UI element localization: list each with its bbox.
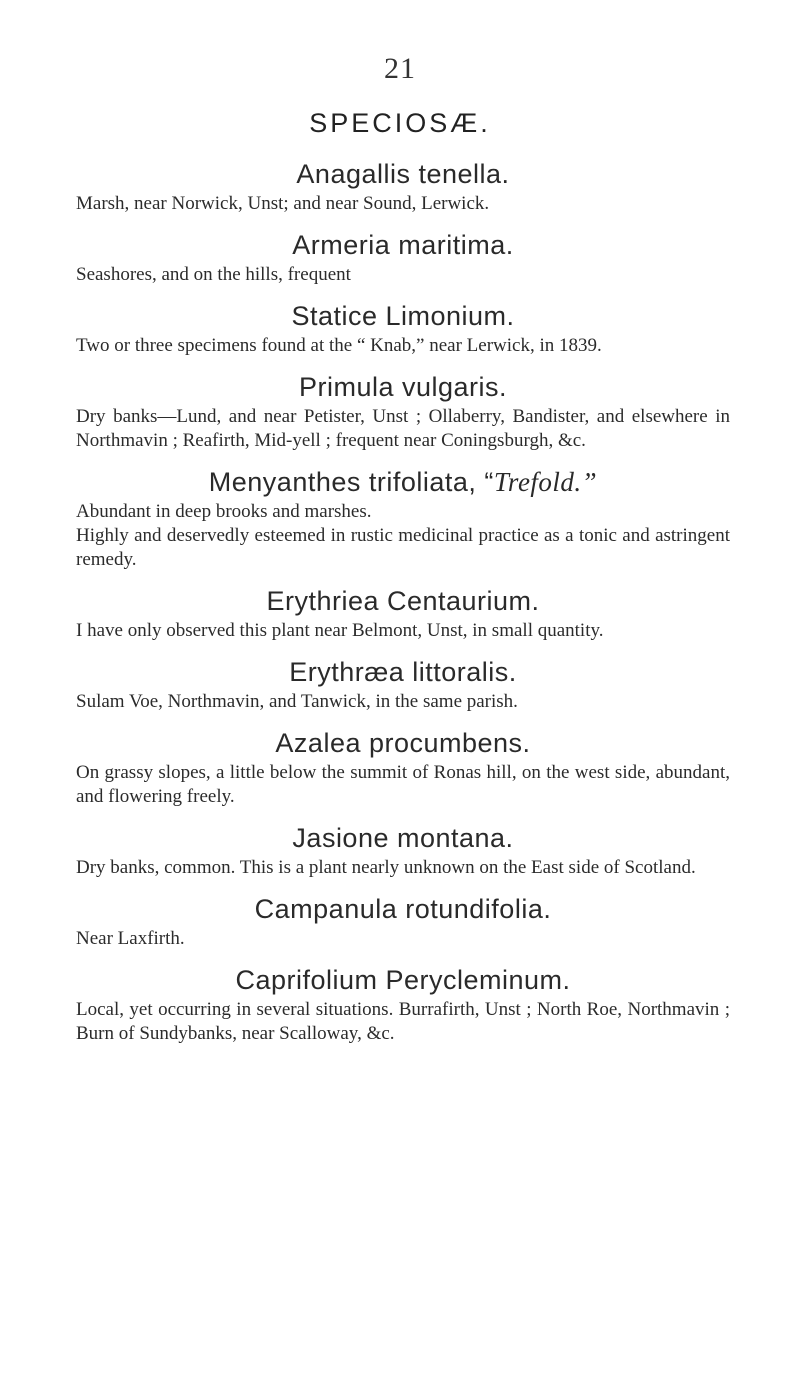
species-name-text: Anagallis tenella. xyxy=(296,159,510,189)
species-name-text: Campanula rotundifolia. xyxy=(254,894,552,924)
species-name xyxy=(76,466,730,498)
species-entry xyxy=(76,727,730,809)
species-name xyxy=(76,229,730,261)
species-description xyxy=(76,927,730,951)
species-description xyxy=(76,761,730,809)
species-entry xyxy=(76,585,730,643)
description-paragraph: Seashores, and on the hills, frequent xyxy=(76,264,351,285)
species-name-text: Primula vulgaris. xyxy=(298,372,508,402)
species-name xyxy=(76,585,730,617)
description-paragraph: Dry banks—Lund, and near Petister, Unst ; Ollaberry, Bandister, and elsewhere in Northmavin ; Reafirth, Mid-yell ; frequent near Coningsburgh, &c. xyxy=(76,406,730,451)
species-name xyxy=(76,300,730,332)
description-paragraph: Sulam Voe, Northmavin, and Tanwick, in the same parish. xyxy=(76,691,518,712)
species-entry xyxy=(76,371,730,453)
species-entry xyxy=(76,466,730,572)
species-description xyxy=(76,619,730,643)
species-description xyxy=(76,405,730,453)
description-paragraph: Dry banks, common. This is a plant nearly unknown on the East side of Scotland. xyxy=(76,857,696,878)
description-paragraph: Abundant in deep brooks and marshes. xyxy=(76,501,372,522)
species-name-text: Erythriea Centaurium. xyxy=(266,586,540,616)
species-name xyxy=(76,727,730,759)
species-common-name: Trefold.” xyxy=(493,467,598,497)
species-name xyxy=(76,893,730,925)
species-entry xyxy=(76,893,730,951)
species-name-text: Statice Limonium. xyxy=(291,301,515,331)
species-description xyxy=(76,998,730,1046)
description-paragraph: Two or three specimens found at the “ Knab,” near Lerwick, in 1839. xyxy=(76,335,602,356)
species-entry xyxy=(76,300,730,358)
species-entry xyxy=(76,158,730,216)
species-name-text: Azalea procumbens. xyxy=(275,728,531,758)
species-name-text: Erythræa littoralis. xyxy=(289,657,517,687)
description-paragraph: Near Laxfirth. xyxy=(76,928,185,949)
description-paragraph: I have only observed this plant near Belmont, Unst, in small quantity. xyxy=(76,620,604,641)
species-name-text: Jasione montana. xyxy=(292,823,514,853)
species-description xyxy=(76,192,730,216)
species-name xyxy=(76,822,730,854)
species-description xyxy=(76,263,730,287)
description-paragraph: On grassy slopes, a little below the summit of Ronas hill, on the west side, abundant, and flowering freely. xyxy=(76,762,730,807)
species-list xyxy=(76,158,730,1059)
page-number: 21 xyxy=(384,52,416,85)
species-description xyxy=(76,690,730,714)
species-entry xyxy=(76,964,730,1046)
species-description xyxy=(76,500,730,572)
species-description xyxy=(76,856,730,880)
description-paragraph: Marsh, near Norwick, Unst; and near Sound, Lerwick. xyxy=(76,193,490,214)
species-description xyxy=(76,334,730,358)
description-paragraph: Local, yet occurring in several situations. Burrafirth, Unst ; North Roe, Northmavin ; Burn of Sundybanks, near Scalloway, &c. xyxy=(76,999,730,1044)
section-title: SPECIOSÆ. xyxy=(309,108,491,138)
species-entry xyxy=(76,656,730,714)
species-name-text: Menyanthes trifoliata, “ xyxy=(208,467,494,497)
species-entry xyxy=(76,822,730,880)
description-paragraph: Highly and deservedly esteemed in rustic medicinal practice as a tonic and astringent remedy. xyxy=(76,525,730,570)
species-entry xyxy=(76,229,730,287)
species-name-text: Armeria maritima. xyxy=(292,230,514,260)
species-name xyxy=(76,964,730,996)
species-name xyxy=(76,656,730,688)
species-name xyxy=(76,158,730,190)
species-name-text: Caprifolium Perycleminum. xyxy=(235,965,571,995)
species-name xyxy=(76,371,730,403)
